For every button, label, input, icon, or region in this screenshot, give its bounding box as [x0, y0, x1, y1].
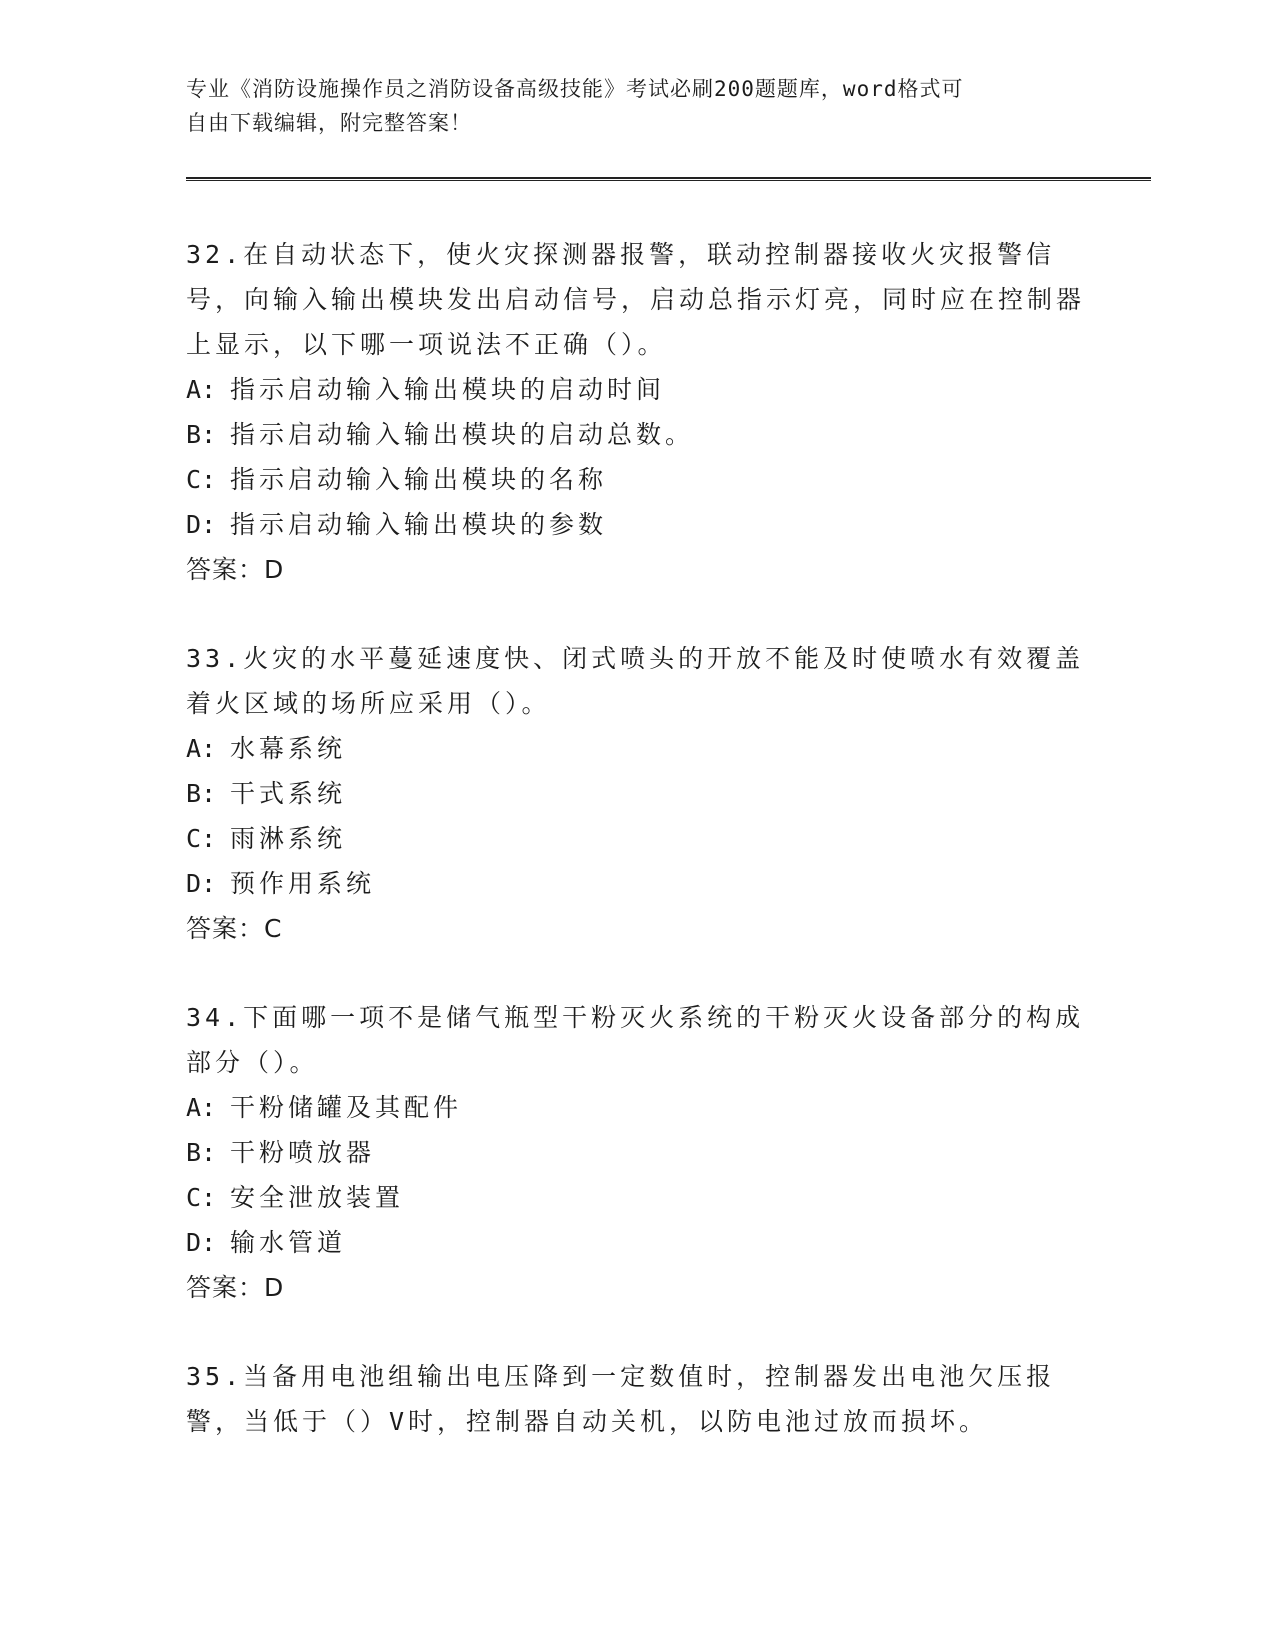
option-b	[186, 412, 1086, 457]
option-letter: A:	[186, 375, 217, 404]
option-letter: C:	[186, 1183, 217, 1212]
option-text: 指示启动输入输出模块的名称	[230, 465, 608, 494]
option-letter: D:	[186, 1228, 217, 1257]
option-c	[186, 457, 1086, 502]
question-33	[186, 636, 1086, 951]
option-letter: B:	[186, 779, 217, 808]
option-letter: A:	[186, 734, 217, 763]
option-text: 水幕系统	[230, 734, 347, 763]
option-b	[186, 1130, 1086, 1175]
option-letter: B:	[186, 420, 217, 449]
question-stem: 34.下面哪一项不是储气瓶型干粉灭火系统的干粉灭火设备部分的构成部分（）。	[186, 1003, 1085, 1077]
question-stem: 32.在自动状态下，使火灾探测器报警，联动控制器接收火灾报警信号，向输入输出模块发出启动信号，启动总指示灯亮，同时应在控制器上显示，以下哪一项说法不正确（）。	[186, 240, 1086, 359]
option-letter: D:	[186, 510, 217, 539]
option-letter: D:	[186, 869, 217, 898]
document-header	[186, 72, 1086, 140]
answer-line: 答案：C	[186, 914, 283, 943]
option-d	[186, 1220, 1086, 1265]
option-letter: C:	[186, 824, 217, 853]
question-list	[186, 232, 1086, 1488]
answer-line: 答案：D	[186, 1273, 285, 1302]
option-a	[186, 367, 1086, 412]
option-c	[186, 816, 1086, 861]
question-32	[186, 232, 1086, 592]
header-divider	[186, 177, 1151, 181]
question-34	[186, 995, 1086, 1310]
question-stem: 33.火灾的水平蔓延速度快、闭式喷头的开放不能及时使喷水有效覆盖着火区域的场所应采用（）。	[186, 644, 1085, 718]
option-text: 干式系统	[230, 779, 347, 808]
option-text: 干粉喷放器	[230, 1138, 376, 1167]
option-letter: B:	[186, 1138, 217, 1167]
option-b	[186, 771, 1086, 816]
option-text: 指示启动输入输出模块的启动时间	[230, 375, 666, 404]
option-d	[186, 861, 1086, 906]
option-text: 干粉储罐及其配件	[230, 1093, 463, 1122]
option-letter: A:	[186, 1093, 217, 1122]
option-text: 输水管道	[230, 1228, 347, 1257]
option-c	[186, 1175, 1086, 1220]
answer-line: 答案：D	[186, 555, 285, 584]
option-letter: C:	[186, 465, 217, 494]
option-text: 雨淋系统	[230, 824, 347, 853]
question-stem: 35.当备用电池组输出电压降到一定数值时，控制器发出电池欠压报警，当低于（）V时，控制器自动关机，以防电池过放而损坏。	[186, 1362, 1056, 1436]
option-text: 指示启动输入输出模块的启动总数。	[230, 420, 695, 449]
option-text: 指示启动输入输出模块的参数	[230, 510, 608, 539]
option-text: 预作用系统	[230, 869, 376, 898]
header-line-1: 专业《消防设施操作员之消防设备高级技能》考试必刷200题题库，word格式可	[186, 77, 964, 101]
option-a	[186, 726, 1086, 771]
question-35	[186, 1354, 1086, 1444]
option-text: 安全泄放装置	[230, 1183, 405, 1212]
option-a	[186, 1085, 1086, 1130]
option-d	[186, 502, 1086, 547]
header-line-2: 自由下载编辑，附完整答案！	[186, 111, 472, 135]
